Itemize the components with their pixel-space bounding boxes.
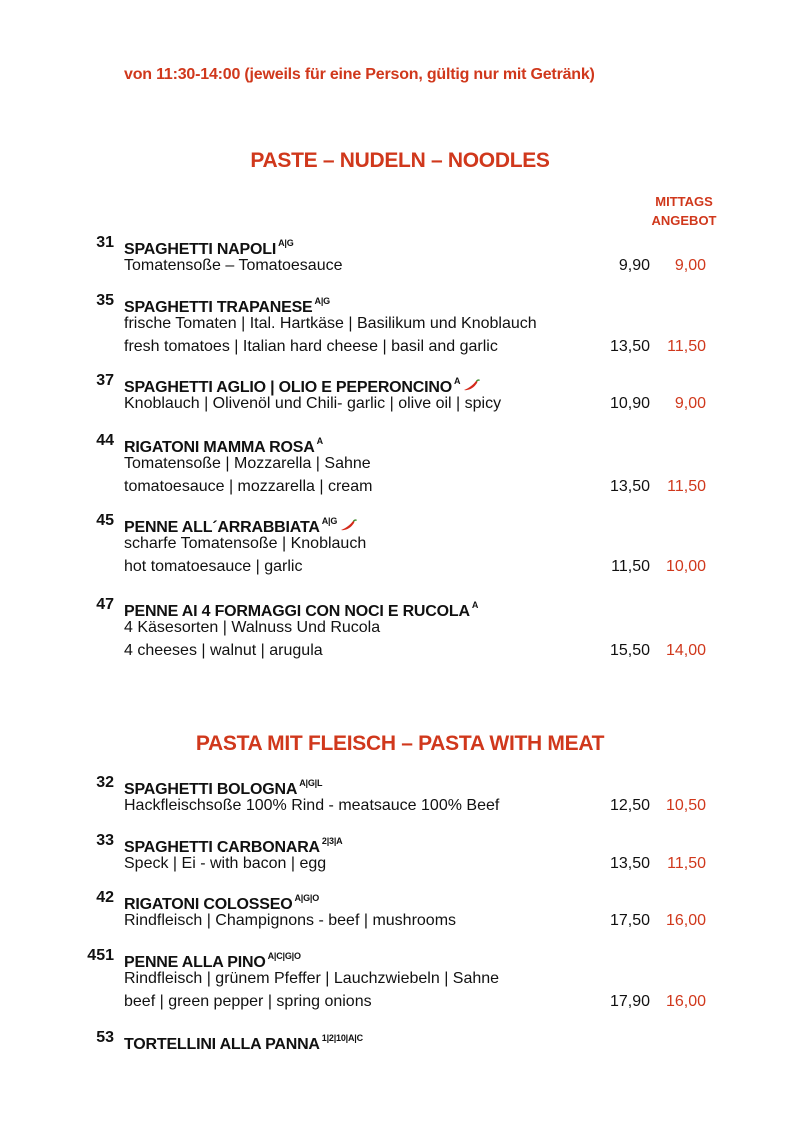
item-description: Knoblauch | Olivenöl und Chili- garlic | olive oil | spicy [124,395,502,412]
item-price: 9,90 [618,257,650,274]
item-description: Speck | Ei - with bacon | egg [124,855,327,872]
allergen-codes: A [471,600,479,610]
item-description: hot tomatoesauce | garlic [124,558,303,575]
item-description: tomatoesauce | mozzarella | cream [124,478,373,495]
column-header-lunch-offer [640,192,728,230]
allergen-codes: A [453,376,461,386]
item-description: scharfe Tomatensoße | Knoblauch [124,535,367,552]
item-description: 4 cheeses | walnut | arugula [124,642,323,659]
item-price: 13,50 [609,478,650,495]
allergen-codes: A|G|L [299,778,323,788]
item-number: 451 [87,947,114,964]
item-lunch-price: 10,50 [665,797,706,814]
item-description: fresh tomatoes | Italian hard cheese | basil and garlic [124,338,498,355]
item-number: 35 [96,292,114,309]
item-number: 45 [96,512,114,529]
item-description: Rindfleisch | grünem Pfeffer | Lauchzwiebeln | Sahne [124,970,500,987]
item-description: frische Tomaten | Ital. Hartkäse | Basilikum und Knoblauch [124,315,537,332]
item-description: beef | green pepper | spring onions [124,993,372,1010]
chili-pepper-icon [462,378,482,392]
item-name-text: PENNE ALLA PINO [124,954,266,971]
item-lunch-price: 16,00 [665,993,706,1010]
section-title-noodles: PASTE – NUDELN – NOODLES [250,149,550,172]
item-name-text: RIGATONI COLOSSEO [124,896,293,913]
item-number: 42 [96,889,114,906]
item-description: Rindfleisch | Champignons - beef | mushrooms [124,912,457,929]
item-name-text: SPAGHETTI CARBONARA [124,839,320,856]
item-description: 4 Käsesorten | Walnuss Und Rucola [124,619,381,636]
allergen-codes: A [316,436,323,446]
allergen-codes: A|C|G|O [267,951,301,961]
item-description: Tomatensoße – Tomatoesauce [124,257,343,274]
item-price: 12,50 [609,797,650,814]
allergen-codes: A|G [321,516,338,526]
item-name-text: PENNE AI 4 FORMAGGI CON NOCI E RUCOLA [124,603,470,620]
item-number: 53 [96,1029,114,1046]
item-price: 10,90 [609,395,650,412]
item-price: 17,50 [609,912,650,929]
allergen-codes: 2|3|A [321,836,343,846]
item-lunch-price: 10,00 [665,558,706,575]
item-name-text: SPAGHETTI NAPOLI [124,241,277,258]
allergen-codes: A|G [314,296,330,306]
item-name-text: TORTELLINI ALLA PANNA [124,1036,320,1053]
intro-text: von 11:30-14:00 (jeweils für eine Person, gültig nur mit Getränk) [124,66,595,83]
section-title-meat: PASTA MIT FLEISCH – PASTA WITH MEAT [195,732,605,755]
item-number: 47 [96,596,114,613]
item-number: 37 [96,372,114,389]
column-header-line-2: ANGEBOT [651,213,717,228]
item-number: 33 [96,832,114,849]
item-number: 44 [96,432,114,449]
item-price: 13,50 [609,338,650,355]
item-lunch-price: 11,50 [667,338,706,355]
item-price: 13,50 [609,855,650,872]
item-name-text: SPAGHETTI TRAPANESE [124,299,313,316]
item-name [124,1027,363,1056]
column-header-line-1: MITTAGS [655,194,713,209]
item-lunch-price: 14,00 [665,642,706,659]
item-number: 31 [96,234,114,251]
item-name-text: RIGATONI MAMMA ROSA [124,439,315,456]
item-price: 15,50 [609,642,650,659]
item-lunch-price: 16,00 [665,912,706,929]
item-name-text: PENNE ALL´ARRABBIATA [124,519,320,536]
item-name-text: SPAGHETTI BOLOGNA [124,781,298,798]
item-name-text: SPAGHETTI AGLIO | OLIO E PEPERONCINO [124,379,452,396]
item-lunch-price: 11,50 [667,478,706,495]
item-price: 17,90 [609,993,650,1010]
chili-pepper-icon [339,518,359,532]
allergen-codes: A|G|O [294,893,320,903]
item-number: 32 [96,774,114,791]
item-lunch-price: 11,50 [667,855,706,872]
item-price: 11,50 [611,558,650,575]
item-description: Hackfleischsoße 100% Rind - meatsauce 100% Beef [124,797,500,814]
allergen-codes: 1|2|10|A|C [321,1033,363,1043]
item-description: Tomatensoße | Mozzarella | Sahne [124,455,371,472]
item-lunch-price: 9,00 [674,395,706,412]
allergen-codes: A|G [278,238,294,248]
item-lunch-price: 9,00 [674,257,706,274]
